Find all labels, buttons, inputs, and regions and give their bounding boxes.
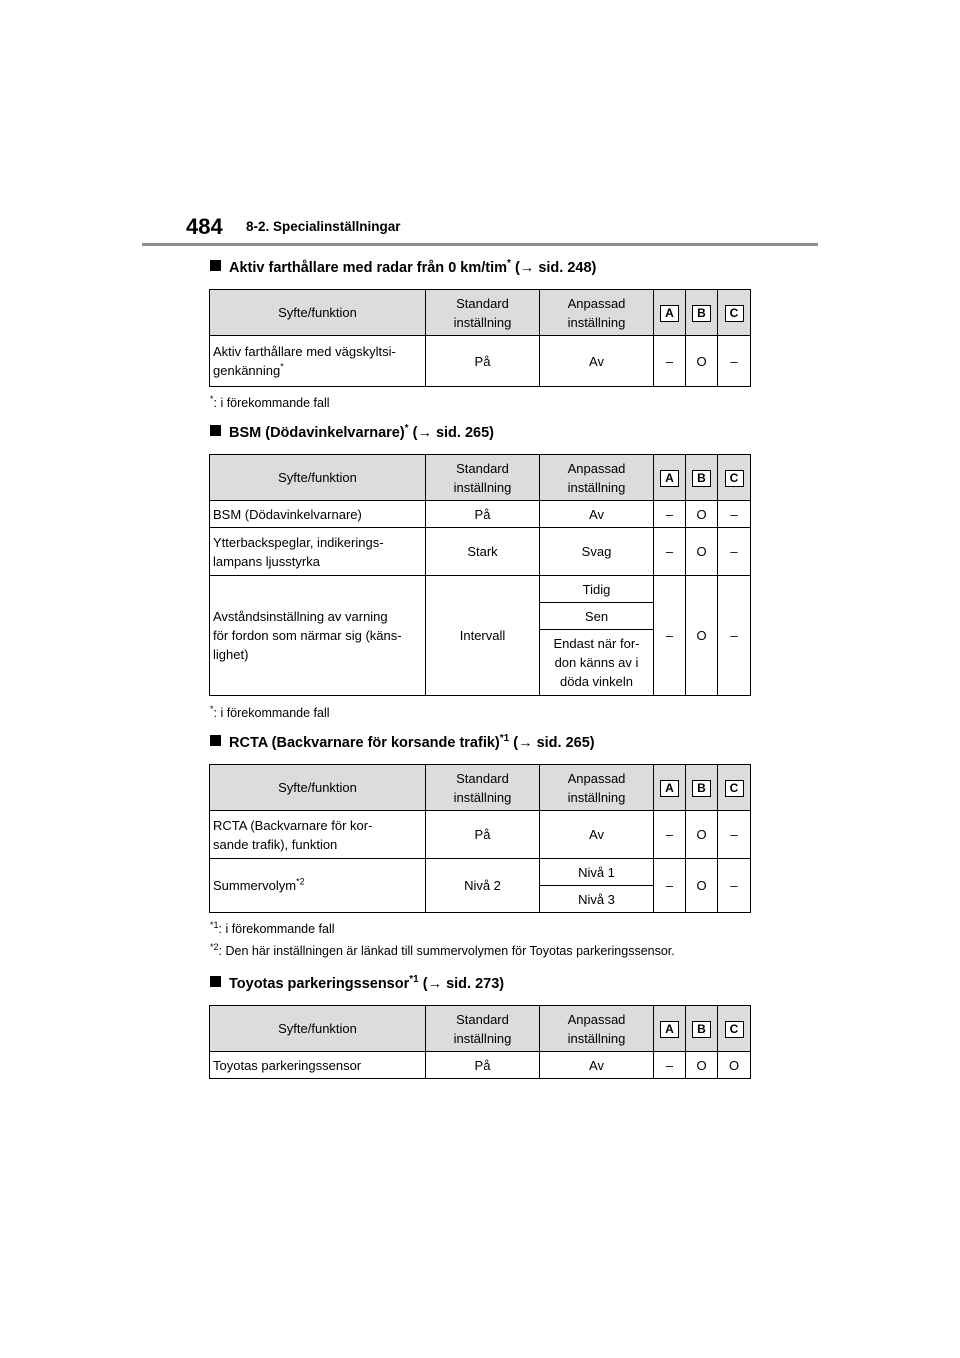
column-header-function: Syfte/funktion <box>210 765 426 811</box>
table-row <box>210 1052 751 1079</box>
table-row <box>210 811 751 859</box>
column-header-a: A <box>654 1006 686 1052</box>
custom-option-cell: Nivå 1 <box>540 859 654 886</box>
b-cell: O <box>686 859 718 913</box>
footnote-rcta-2: $^{*2}$: Den här inställningen är länkad till summervolymen för Toyotas parkeringssensor. <box>210 941 675 958</box>
square-bullet-icon <box>210 976 221 987</box>
function-cell: Avståndsinställning av varning för fordon som närmar sig (käns- lighet) <box>210 576 426 696</box>
column-header-standard: Standard inställning <box>426 455 540 501</box>
standard-cell: På <box>426 1052 540 1079</box>
section-title-rcta: RCTA (Backvarnare för korsande trafik)$^{*1}$ (→ sid. 265) <box>210 733 595 753</box>
column-header-custom: Anpassad inställning <box>540 290 654 336</box>
square-bullet-icon <box>210 260 221 271</box>
page-reference: sid. 273) <box>446 976 505 992</box>
standard-cell: Intervall <box>426 576 540 696</box>
square-bullet-icon <box>210 425 221 436</box>
custom-option-cell: Tidig <box>540 576 654 603</box>
standard-cell: På <box>426 501 540 528</box>
column-header-c: C <box>718 765 751 811</box>
table-row <box>210 336 751 387</box>
table-row <box>210 576 751 603</box>
c-cell: – <box>718 336 751 387</box>
column-header-function: Syfte/funktion <box>210 1006 426 1052</box>
settings-table-acc <box>209 289 751 387</box>
footnote-acc: *: i förekommande fall <box>210 393 330 410</box>
custom-option-cell: Endast när for- don känns av i döda vinkeln <box>540 630 654 696</box>
settings-table-rcta <box>209 764 751 913</box>
custom-option-cell: Nivå 3 <box>540 886 654 913</box>
c-cell: – <box>718 859 751 913</box>
column-header-function: Syfte/funktion <box>210 290 426 336</box>
b-cell: O <box>686 336 718 387</box>
a-cell: – <box>654 811 686 859</box>
c-cell: O <box>718 1052 751 1079</box>
column-header-a: A <box>654 765 686 811</box>
standard-cell: På <box>426 811 540 859</box>
column-header-standard: Standard inställning <box>426 1006 540 1052</box>
table-header-row <box>210 455 751 501</box>
function-cell: Ytterbackspeglar, indikerings- lampans ljusstyrka <box>210 528 426 576</box>
column-header-custom: Anpassad inställning <box>540 1006 654 1052</box>
section-title-bsm: BSM (Dödavinkelvarnare)* (→ sid. 265) <box>210 423 494 443</box>
column-header-b: B <box>686 765 718 811</box>
standard-cell: På <box>426 336 540 387</box>
footnote-bsm: *: i förekommande fall <box>210 703 330 720</box>
table-header-row <box>210 1006 751 1052</box>
header-divider <box>142 243 818 246</box>
column-header-custom: Anpassad inställning <box>540 455 654 501</box>
column-header-function: Syfte/funktion <box>210 455 426 501</box>
column-header-standard: Standard inställning <box>426 290 540 336</box>
standard-cell: Stark <box>426 528 540 576</box>
function-cell: RCTA (Backvarnare för kor- sande trafik), funktion <box>210 811 426 859</box>
b-cell: O <box>686 501 718 528</box>
footnote-rcta-1: $^{*1}$: i förekommande fall <box>210 919 335 936</box>
table-row <box>210 501 751 528</box>
a-cell: – <box>654 576 686 696</box>
square-bullet-icon <box>210 735 221 746</box>
section-title-acc: Aktiv farthållare med radar från 0 km/tim* (→ sid. 248) <box>210 258 596 278</box>
c-cell: – <box>718 576 751 696</box>
column-header-c: C <box>718 290 751 336</box>
column-header-standard: Standard inställning <box>426 765 540 811</box>
column-header-a: A <box>654 290 686 336</box>
settings-table-parking-sensor <box>209 1005 751 1079</box>
function-cell: Summervolym$^{*2}$ <box>210 859 426 913</box>
custom-cell: Av <box>540 811 654 859</box>
b-cell: O <box>686 1052 718 1079</box>
column-header-custom: Anpassad inställning <box>540 765 654 811</box>
a-cell: – <box>654 501 686 528</box>
table-header-row <box>210 290 751 336</box>
a-cell: – <box>654 336 686 387</box>
standard-cell: Nivå 2 <box>426 859 540 913</box>
custom-cell: Svag <box>540 528 654 576</box>
a-cell: – <box>654 1052 686 1079</box>
column-header-a: A <box>654 455 686 501</box>
page-reference: sid. 265) <box>435 425 494 441</box>
function-cell: BSM (Dödavinkelvarnare) <box>210 501 426 528</box>
function-cell: Toyotas parkeringssensor <box>210 1052 426 1079</box>
c-cell: – <box>718 811 751 859</box>
page-number: 484 <box>186 214 223 239</box>
chapter-title: 8-2. Specialinställningar <box>246 219 401 234</box>
column-header-b: B <box>686 455 718 501</box>
table-row <box>210 528 751 576</box>
settings-table-bsm <box>209 454 751 696</box>
function-cell: Aktiv farthållare med vägskyltsi- genkänning* <box>210 336 426 387</box>
column-header-b: B <box>686 1006 718 1052</box>
custom-option-cell: Sen <box>540 603 654 630</box>
custom-cell: Av <box>540 1052 654 1079</box>
page-reference: sid. 265) <box>536 735 595 751</box>
c-cell: – <box>718 528 751 576</box>
column-header-b: B <box>686 290 718 336</box>
column-header-c: C <box>718 1006 751 1052</box>
page-reference: sid. 248) <box>538 260 597 276</box>
b-cell: O <box>686 576 718 696</box>
table-header-row <box>210 765 751 811</box>
custom-cell: Av <box>540 336 654 387</box>
custom-cell: Av <box>540 501 654 528</box>
b-cell: O <box>686 528 718 576</box>
b-cell: O <box>686 811 718 859</box>
column-header-c: C <box>718 455 751 501</box>
c-cell: – <box>718 501 751 528</box>
table-row <box>210 859 751 886</box>
a-cell: – <box>654 528 686 576</box>
a-cell: – <box>654 859 686 913</box>
section-title-parking-sensor: Toyotas parkeringssensor$^{*1}$ (→ sid. 273) <box>210 974 504 994</box>
